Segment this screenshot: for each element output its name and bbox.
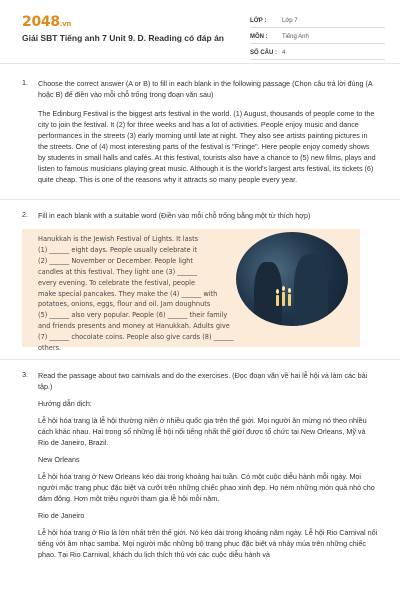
question-1 — [0, 78, 400, 185]
candle — [276, 295, 279, 306]
meta-row-count — [250, 46, 385, 60]
meta-label: MÔN : — [250, 33, 268, 40]
header — [0, 0, 400, 64]
question-prompt: Choose the correct answer (A or B) to fill in each blank in the following passage (Chọn câu trả lời đúng (A hoặc B) để điền vào mỗi chỗ trống trong đoạn văn sau) — [38, 79, 373, 99]
meta-value: 4 — [282, 49, 286, 56]
figure-line: and friends presents and money at Hanukkah. Adults give — [38, 322, 230, 331]
paragraph: Lễ hội hóa trang ở New Orleans kéo dài trong khoảng hai tuần. Có một cuộc diễu hành mỗi ngày. Mọi người mặc trang phục đặc biệt và cưỡi trên những chiếc phao xinh đẹp. Họ ném những món quà nhỏ cho đám đông. Hơn một triệu người tham gia lễ hội mỗi năm. — [38, 472, 375, 503]
question-number: 2. — [22, 210, 28, 219]
question-3 — [0, 370, 400, 560]
paragraph: Rio de Janeiro — [38, 511, 85, 520]
question-prompt: Fill in each blank with a suitable word (Điền vào mỗi chỗ trống bằng một từ thích hợp) — [38, 211, 311, 220]
hanukkah-figure — [22, 229, 360, 353]
figure-line: (5) ______ also very popular. People (6) ______ their family — [38, 311, 228, 320]
divider — [0, 359, 400, 360]
person-silhouette — [294, 254, 328, 326]
hanukkah-photo — [236, 232, 348, 326]
passage: The Edinburg Festival is the biggest arts festival in the world. (1) August, thousands of people come to the city to join the festival. It (2) for three weeks and has a lot of activities. People enjoy music and dance performances in the streets (3) early morning until late at night. They also see artists painting pictures in the streets. One of (4) most interesting parts of the festival is "Fringe". Here people enjoy comedy shows by students in small halls and cafés. At this festival, tourists also have a chance to (5) new films, plays and listen to famous musicians playing great music. Although it is the world's largest arts festival, its tickets (6) quite cheap. This is one of the reasons why it attracts so many people every year. — [38, 109, 376, 184]
question-2 — [0, 210, 400, 353]
paragraph: New Orleans — [38, 455, 80, 464]
meta-value: Tiếng Anh — [282, 33, 309, 40]
question-number: 1. — [22, 78, 28, 87]
meta-label: LỚP : — [250, 17, 267, 24]
paragraph: Lễ hội hóa trang ở Rio là lớn nhất trên thế giới. Nó kéo dài trong khoảng năm ngày. Lễ hội Rio Carnival nổi tiếng với âm nhạc samba. Mọi người mặc những bộ trang phục đặc biệt và nhảy múa trên những chiếc phao. Tại Rio Carnival, khách du lịch thích thú với các cuộc diễu hành và — [38, 528, 378, 559]
figure-line: Hanukkah is the Jewish Festival of Lights. It lasts — [38, 235, 199, 243]
meta-row-subject — [250, 30, 385, 44]
candle — [282, 292, 285, 306]
figure-line: every evening. To celebrate the festival, people — [38, 278, 196, 287]
paragraph: Hướng dẫn dịch: — [38, 399, 92, 408]
divider — [0, 199, 400, 200]
flame — [276, 289, 279, 294]
paragraph: Lễ hội hóa trang là lễ hội thường niên ở nhiều quốc gia trên thế giới. Mọi người ăn mừng nó theo nhiều cách khác nhau. Hai trong số những lễ hội nổi tiếng nhất thế giới được tổ chức tại New Orleans, Mỹ và Rio de Janeiro, Brazil. — [38, 416, 367, 447]
candle — [288, 294, 291, 306]
figure-line: make special pancakes. They make the (4) ______ with — [38, 289, 218, 298]
figure-line: (1) ______ eight days. People usually celebrate it — [38, 245, 198, 254]
question-number: 3. — [22, 370, 28, 379]
site-logo[interactable]: 2048.vn — [22, 14, 72, 30]
meta-value: Lớp 7 — [282, 17, 298, 24]
content — [0, 78, 400, 560]
figure-line: (7) ______ chocolate coins. People also give cards (8) ______ others. — [38, 333, 234, 353]
question-prompt: Read the passage about two carnivals and do the exercises. (Đọc đoạn văn về hai lễ hội và làm các bài tập.) — [38, 371, 368, 391]
figure-line: (2) ______ November or December. People light — [38, 256, 193, 265]
meta-table — [250, 14, 385, 62]
flame — [282, 286, 285, 291]
meta-row-class — [250, 14, 385, 28]
figure-text — [38, 234, 238, 354]
figure-line: candles at this festival. They light one (3) ______ — [38, 267, 198, 276]
flame — [288, 288, 291, 293]
person-silhouette — [254, 262, 282, 326]
figure-line: potatoes, onions, eggs, flour and oil. Jam doughnuts — [38, 300, 211, 309]
meta-label: SỐ CÂU : — [250, 49, 277, 56]
page-title: Giải SBT Tiếng anh 7 Unit 9. D. Reading có đáp án — [22, 33, 224, 43]
